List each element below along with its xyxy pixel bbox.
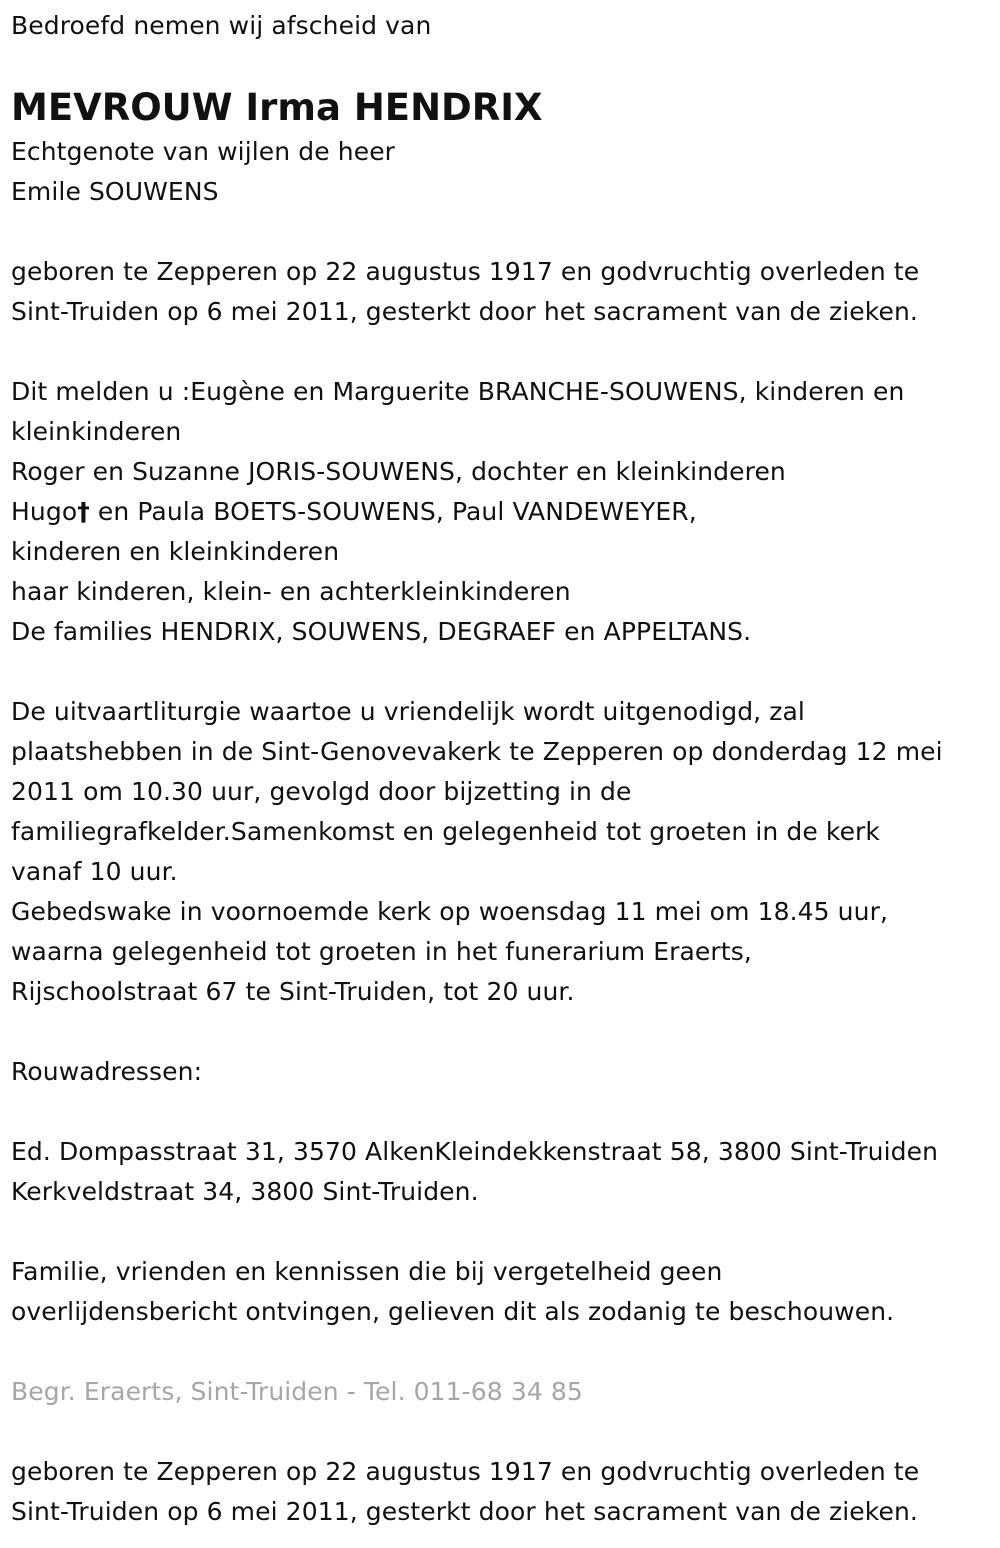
funeral-line: 2011 om 10.30 uur, gevolgd door bijzetting in de — [11, 777, 632, 806]
spouse-section — [11, 132, 989, 212]
announcer-line: kleinkinderen — [11, 417, 182, 446]
deceased-name: MEVROUW Irma HENDRIX — [11, 86, 543, 129]
birth-death-line: Sint-Truiden op 6 mei 2011, gesterkt door het sacrament van de zieken. — [11, 1497, 918, 1526]
funeral-line: plaatshebben in de Sint-Genovevakerk te Zepperen op donderdag 12 mei — [11, 737, 943, 766]
spouse-name: Emile SOUWENS — [11, 177, 219, 206]
addresses-heading: Rouwadressen: — [11, 1057, 203, 1086]
funeral-line: waarna gelegenheid tot groeten in het funerarium Eraerts, — [11, 937, 752, 966]
birth-death-line: geboren te Zepperen op 22 augustus 1917 en godvruchtig overleden te — [11, 1457, 920, 1486]
announcer-line: haar kinderen, klein- en achterkleinkinderen — [11, 577, 571, 606]
birth-death-line: Sint-Truiden op 6 mei 2011, gesterkt door het sacrament van de zieken. — [11, 297, 918, 326]
birth-death-line: geboren te Zepperen op 22 augustus 1917 en godvruchtig overleden te — [11, 257, 920, 286]
funeral-line: Gebedswake in voornoemde kerk op woensdag 11 mei om 18.45 uur, — [11, 897, 889, 926]
spacer — [11, 652, 989, 692]
notice-line: Familie, vrienden en kennissen die bij vergetelheid geen — [11, 1257, 723, 1286]
notice-line: overlijdensbericht ontvingen, gelieven dit als zodanig te beschouwen. — [11, 1297, 895, 1326]
spacer — [11, 1092, 989, 1132]
announcer-line: kinderen en kleinkinderen — [11, 537, 340, 566]
spacer — [11, 1332, 989, 1372]
announcer-line: De families HENDRIX, SOUWENS, DEGRAEF en APPELTANS. — [11, 617, 752, 646]
address-line: Kerkveldstraat 34, 3800 Sint-Truiden. — [11, 1177, 479, 1206]
spacer — [11, 212, 989, 252]
funeral-line: familiegrafkelder.Samenkomst en gelegenheid tot groeten in de kerk — [11, 817, 881, 846]
funeral-line: De uitvaartliturgie waartoe u vriendelijk wordt uitgenodigd, zal — [11, 697, 805, 726]
funeral-line: vanaf 10 uur. — [11, 857, 178, 886]
announcer-text: en Paula BOETS-SOUWENS, Paul VANDEWEYER, — [89, 497, 697, 526]
announcer-line: Roger en Suzanne JORIS-SOUWENS, dochter en kleinkinderen — [11, 457, 786, 486]
undertaker-info: Begr. Eraerts, Sint-Truiden - Tel. 011-68 34 85 — [11, 1377, 583, 1406]
announcer-line: Dit melden u :Eugène en Marguerite BRANCHE-SOUWENS, kinderen en — [11, 377, 905, 406]
announcer-name: Hugo — [11, 497, 78, 526]
birth-death-section — [11, 252, 989, 332]
birth-death-repeat-section — [11, 1452, 989, 1532]
funeral-line: Rijschoolstraat 67 te Sint-Truiden, tot 20 uur. — [11, 977, 575, 1006]
funeral-section — [11, 692, 989, 1012]
cross-icon: † — [77, 497, 90, 526]
addresses-section — [11, 1132, 989, 1212]
spacer — [11, 1212, 989, 1252]
spacer — [11, 332, 989, 372]
intro-text: Bedroefd nemen wij afscheid van — [11, 11, 432, 40]
spacer — [11, 1012, 989, 1052]
spouse-line: Echtgenote van wijlen de heer — [11, 137, 396, 166]
spacer — [11, 1412, 989, 1452]
address-line: Ed. Dompasstraat 31, 3570 AlkenKleindekkenstraat 58, 3800 Sint-Truiden — [11, 1137, 939, 1166]
announcers-section — [11, 372, 989, 652]
notice-section — [11, 1252, 989, 1332]
announcer-line — [11, 492, 989, 532]
